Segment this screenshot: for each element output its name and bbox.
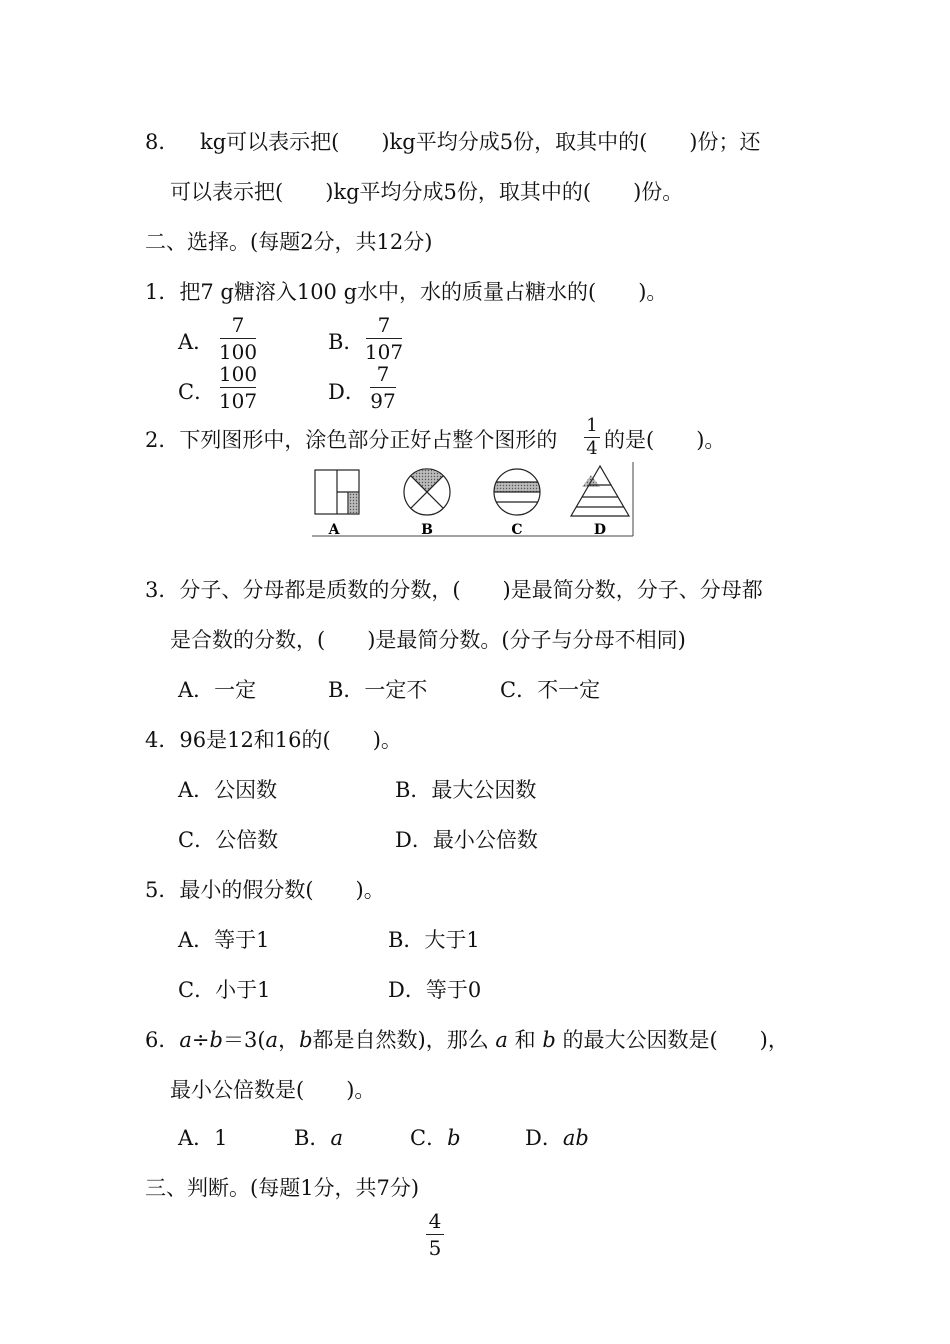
c6-tail-text: 的最大公因数是( )， (562, 1028, 789, 1052)
shape-b-circle (404, 469, 450, 515)
c1-option-c-fraction (220, 363, 256, 412)
option-label: D． (525, 1126, 563, 1150)
var-a: a (179, 1028, 192, 1052)
c4-option-c: C．公倍数 (178, 828, 279, 852)
c3-option-b: B．一定不 (328, 678, 428, 702)
c1-option-c-label: C． (178, 380, 216, 404)
c5-option-c: C．小于1 (178, 978, 271, 1002)
option-label: B． (294, 1126, 331, 1150)
option-label: C． (410, 1126, 448, 1150)
shape-c-circle-bands (494, 469, 540, 515)
shape-a-square (315, 470, 359, 514)
figure-label-b: B (421, 522, 433, 538)
section2-title: 二、选择。(每题2分，共12分) (145, 230, 433, 254)
c6-option-a: A．1 (178, 1126, 228, 1150)
c4-option-a: A．公因数 (178, 778, 278, 802)
section3-title: 三、判断。(每题1分，共7分) (145, 1176, 420, 1200)
c1-stem: 1．把7 g糖溶入100 g水中，水的质量占糖水的( )。 (145, 280, 668, 304)
c1-option-b-fraction (366, 314, 402, 363)
fraction-bar (426, 1234, 444, 1235)
c3-line1: 3．分子、分母都是质数的分数，( )是最简分数，分子、分母都 (145, 578, 763, 602)
c6-mid-text: 都是自然数)，那么 (312, 1028, 489, 1052)
q8-line1: kg可以表示把( )kg平均分成5份，取其中的( )份；还 (200, 130, 761, 154)
option-value: ab (562, 1126, 589, 1150)
figure-label-c: C (511, 522, 523, 538)
q8-line2: 可以表示把( )kg平均分成5份，取其中的( )份。 (170, 180, 684, 204)
c6-line2: 最小公倍数是( )。 (170, 1078, 376, 1102)
fraction-denominator: 107 (218, 389, 258, 413)
bottom-fraction (426, 1210, 444, 1259)
q8-number: 8． (145, 130, 180, 154)
c4-option-b: B．最大公因数 (395, 778, 537, 802)
fraction-denominator: 97 (370, 389, 396, 413)
c5-option-a: A．等于1 (178, 928, 270, 952)
fraction-bar (366, 338, 402, 339)
fraction-bar (370, 387, 396, 388)
c3-line2: 是合数的分数，( )是最简分数。(分子与分母不相同) (170, 628, 686, 652)
option-value: b (447, 1126, 461, 1150)
c5-option-b: B．大于1 (388, 928, 480, 952)
divide-sign: ÷ (191, 1028, 210, 1052)
c2-stem-post: 的是( )。 (604, 428, 726, 452)
c2-stem-pre: 2．下列图形中，涂色部分正好占整个图形的 (145, 428, 558, 452)
c5-stem: 5．最小的假分数( )。 (145, 878, 385, 902)
c6-option-c (410, 1124, 461, 1152)
fraction-denominator: 107 (364, 340, 404, 364)
var-a: a (495, 1028, 508, 1052)
c1-option-a-fraction (220, 314, 256, 363)
fraction-bar (220, 387, 256, 388)
c4-stem: 4．96是12和16的( )。 (145, 728, 402, 752)
fraction-numerator: 7 (377, 313, 391, 337)
fraction-bar (220, 338, 256, 339)
c1-option-d-label: D． (328, 380, 366, 404)
c1-option-a-label: A． (178, 330, 215, 354)
var-b: b (542, 1028, 556, 1052)
var-b: b (299, 1028, 313, 1052)
c3-option-a: A．一定 (178, 678, 257, 702)
c6-option-d (525, 1124, 589, 1152)
c6-number: 6． (145, 1028, 180, 1052)
and-text: 和 (514, 1028, 536, 1052)
var-b: b (209, 1028, 223, 1052)
c2-stem-fraction (584, 416, 600, 459)
fraction-denominator: 4 (586, 438, 598, 459)
fraction-numerator: 100 (218, 362, 258, 386)
c3-option-c: C．不一定 (500, 678, 601, 702)
fraction-numerator: 1 (586, 415, 598, 436)
var-a: a (265, 1028, 279, 1052)
fraction-denominator: 5 (428, 1236, 442, 1260)
c1-option-b-label: B． (328, 330, 365, 354)
c6-line1 (145, 1026, 789, 1054)
fraction-denominator: 100 (218, 340, 258, 364)
figure-label-a: A (328, 522, 340, 538)
option-value: a (330, 1126, 343, 1150)
c4-option-d: D．最小公倍数 (395, 828, 538, 852)
figure-label-d: D (593, 522, 607, 538)
c1-option-d-fraction (370, 363, 396, 412)
comma: ， (278, 1028, 300, 1052)
c6-option-b (294, 1124, 343, 1152)
fraction-numerator: 7 (376, 362, 390, 386)
c5-option-d: D．等于0 (388, 978, 482, 1002)
shape-d-triangle (571, 466, 629, 516)
fraction-numerator: 7 (231, 313, 245, 337)
fraction-numerator: 4 (428, 1209, 442, 1233)
c2-shapes-figure (310, 460, 636, 542)
equals-part: ＝3( (222, 1028, 266, 1052)
